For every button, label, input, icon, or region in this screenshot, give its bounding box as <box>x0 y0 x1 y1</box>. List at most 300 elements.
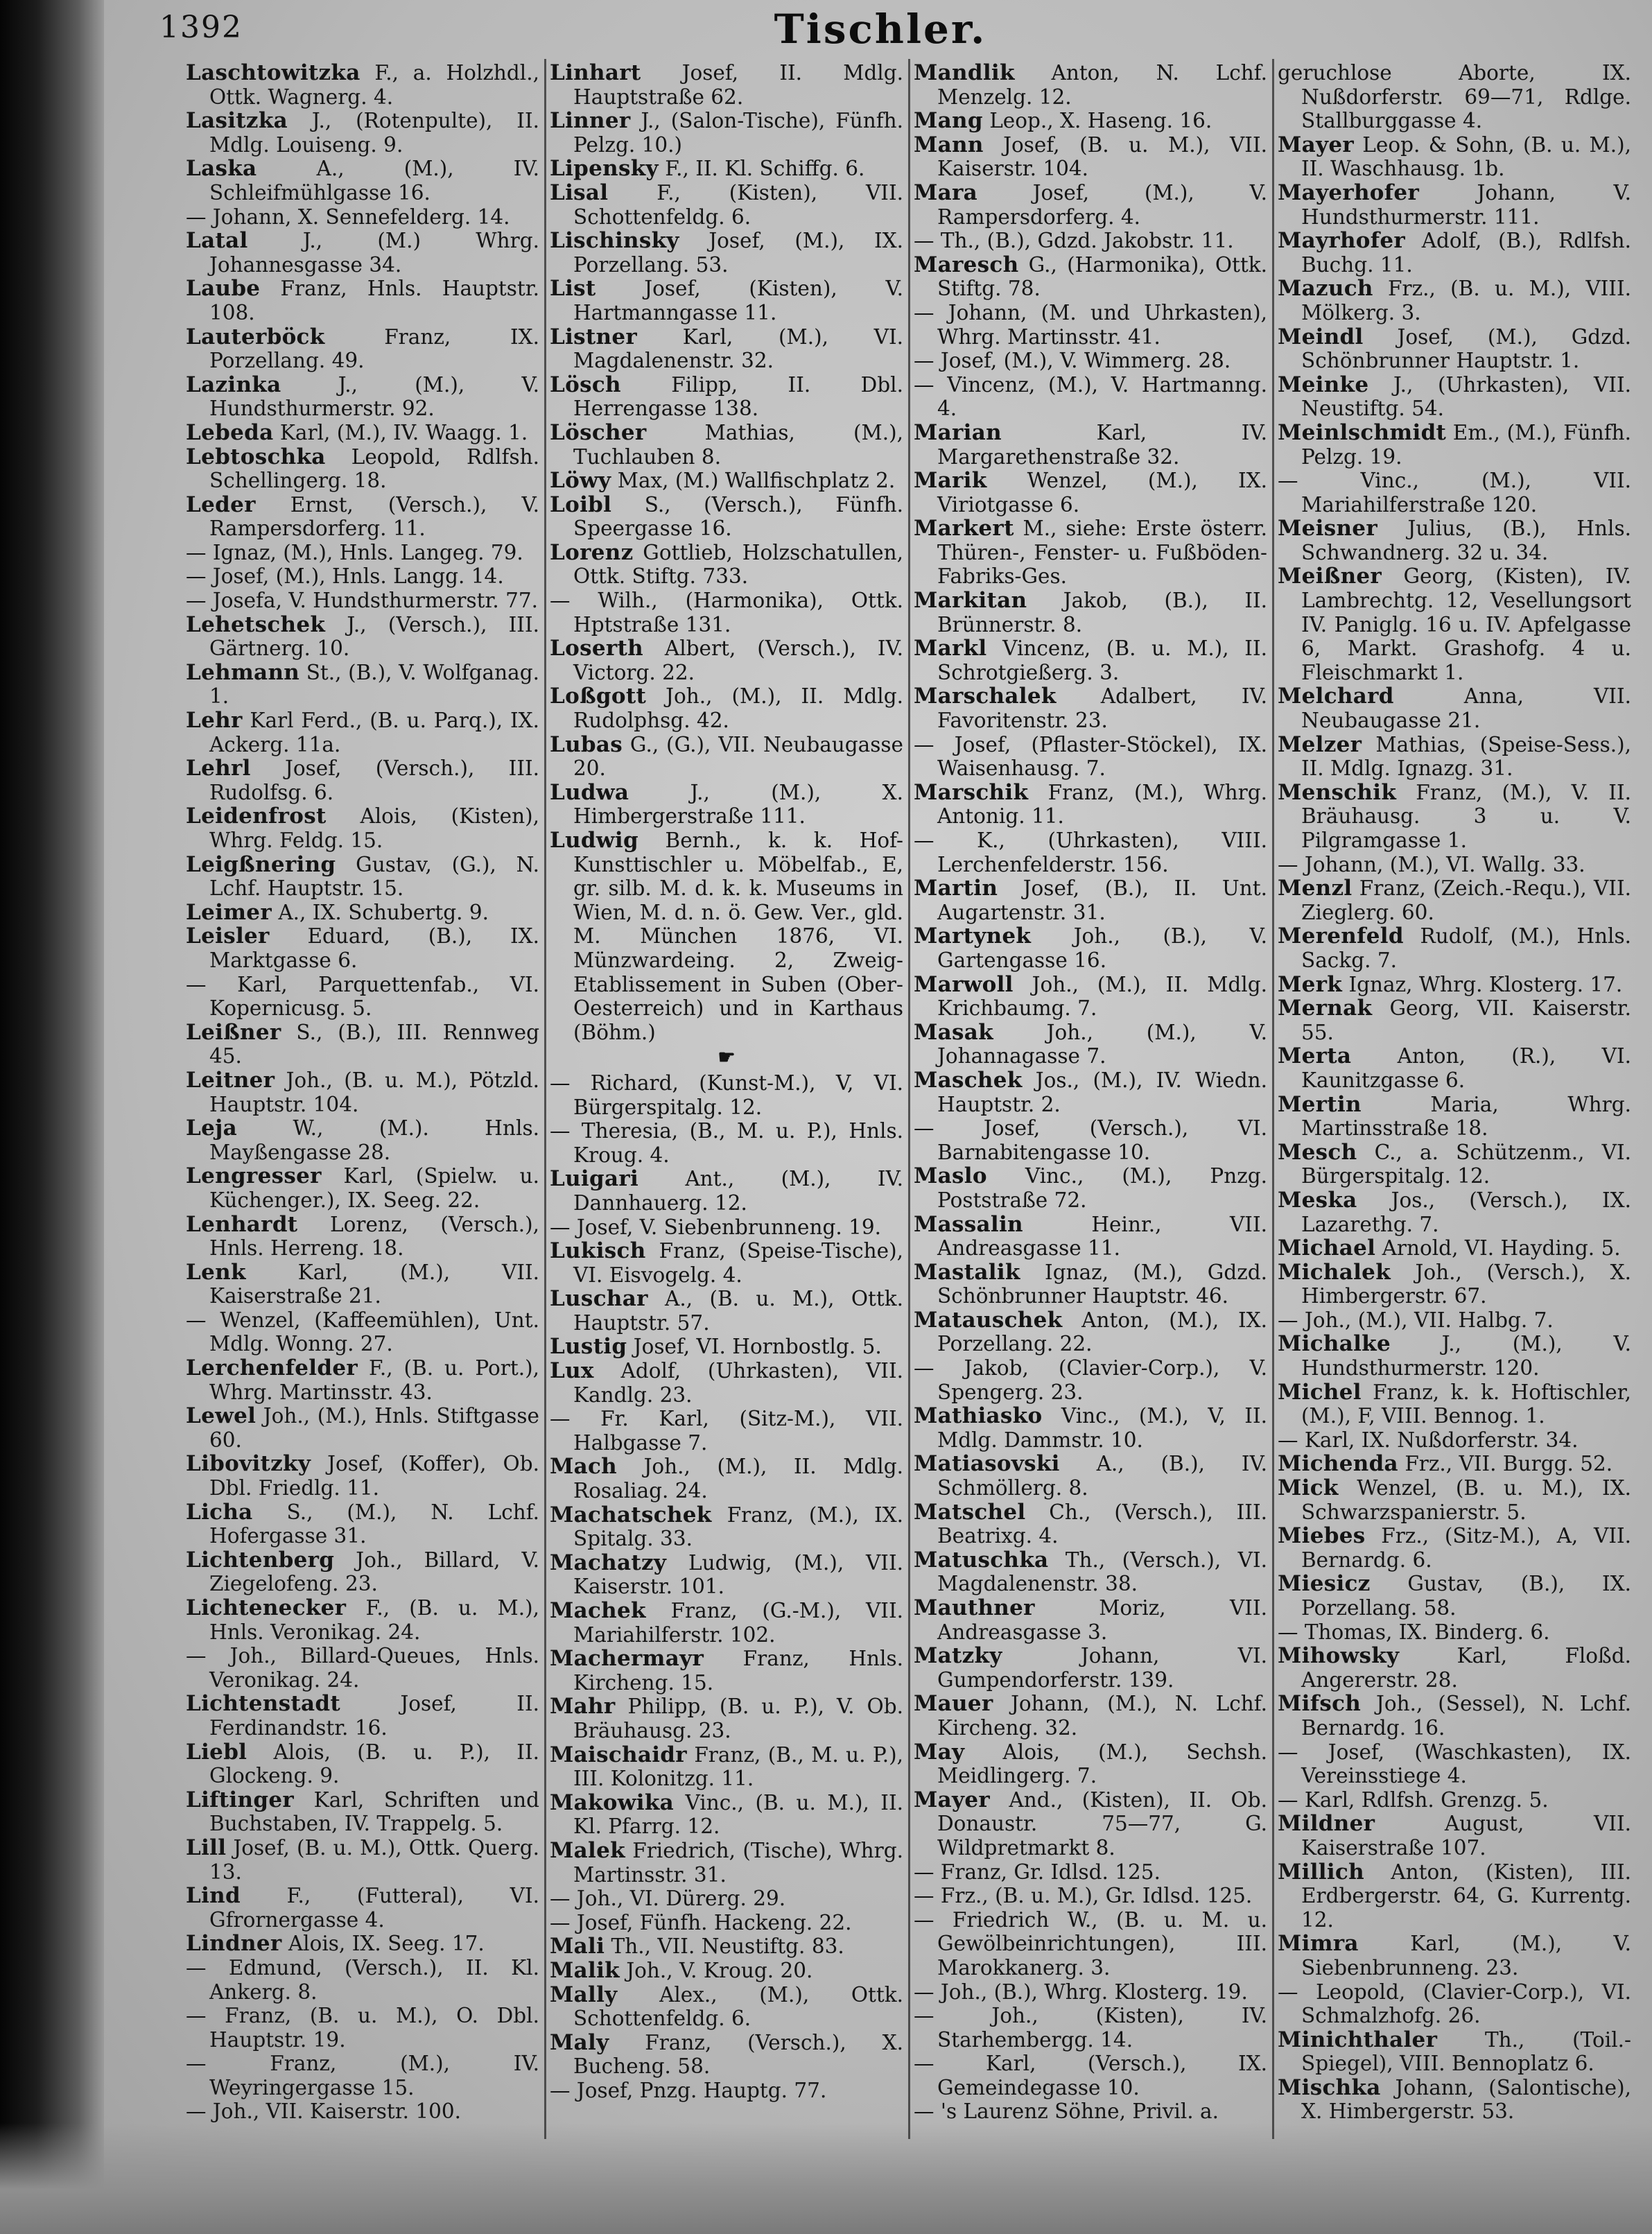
entry-surname: Machatschek <box>550 1502 712 1527</box>
entry-details: S., (M.), N. Lchf. Hofergasse 31. <box>209 1500 539 1548</box>
column-divider <box>1272 59 1274 2139</box>
directory-entry <box>1278 1812 1631 1860</box>
entry-details: August, VII. Kaiserstraße 107. <box>1301 1812 1631 1860</box>
entry-surname: Laube <box>186 276 261 302</box>
entry-details: Mathias, (Speise-Sess.), II. Mdlg. Ignazg. 31. <box>1301 732 1631 781</box>
entry-surname: Lebtoschka <box>186 444 326 469</box>
directory-entry <box>914 1452 1267 1500</box>
entry-details: — Frz., (B. u. M.), Gr. Idlsd. 125. <box>914 1884 1253 1908</box>
directory-entry <box>914 1404 1267 1452</box>
directory-entry <box>186 564 539 589</box>
directory-entry <box>1278 421 1631 469</box>
entry-details: Franz, Hnls. Kircheng. 15. <box>573 1647 903 1695</box>
entry-surname: Maslo <box>914 1163 987 1189</box>
entry-details: F., a. Holzhdl., Ottk. Wagnerg. 4. <box>209 61 539 109</box>
entry-surname: Marschik <box>914 779 1029 805</box>
entry-surname: Maresch <box>914 252 1019 277</box>
entry-surname: Lind <box>186 1883 241 1909</box>
entry-surname: Leisler <box>186 924 270 949</box>
directory-entry <box>914 1308 1267 1356</box>
entry-details: — Thomas, IX. Binderg. 6. <box>1278 1620 1550 1644</box>
entry-details: Gustav, (G.), N. Lchf. Hauptstr. 15. <box>209 852 539 901</box>
directory-entry <box>1278 181 1631 229</box>
entry-details: Ignaz, (M.), Gdzd. Schönbrunner Hauptstr. 46. <box>937 1260 1267 1308</box>
entry-details: — Johann, (M. und Uhrkasten), Whrg. Martinsstr. 41. <box>914 300 1267 349</box>
directory-entry <box>550 1959 903 1983</box>
entry-surname: Machek <box>550 1598 646 1623</box>
entry-details: — K., (Uhrkasten), VIII. Lerchenfelderstr. 156. <box>914 829 1267 876</box>
directory-entry <box>186 1356 539 1404</box>
directory-entry <box>914 2004 1267 2052</box>
directory-entry <box>186 709 539 756</box>
entry-details: — Karl, Rdlfsh. Grenzg. 5. <box>1278 1787 1549 1812</box>
entry-surname: Löscher <box>550 419 647 445</box>
entry-details: Eduard, (B.), IX. Marktgasse 6. <box>209 924 539 972</box>
directory-entry <box>186 2004 539 2052</box>
directory-entry <box>914 373 1267 421</box>
entry-details: G., (G.), VII. Neubaugasse 20. <box>573 732 903 781</box>
directory-entry <box>914 1980 1267 2004</box>
entry-surname: Merk <box>1278 971 1343 997</box>
directory-entry <box>186 325 539 373</box>
directory-entry <box>550 2079 903 2103</box>
entry-surname: Mahr <box>550 1694 616 1720</box>
column-divider <box>544 59 546 2139</box>
entry-details: A., (M.), IV. Schleifmühlgasse 16. <box>209 157 539 205</box>
entry-surname: Minichthaler <box>1278 2027 1438 2052</box>
directory-entry <box>914 1644 1267 1692</box>
entry-surname: Michalek <box>1278 1259 1391 1285</box>
directory-entry <box>914 229 1267 253</box>
entry-surname: Mimra <box>1278 1931 1359 1957</box>
entry-surname: Leimer <box>186 899 272 925</box>
entry-details: Johann, VI. Gumpendorferstr. 139. <box>937 1644 1267 1692</box>
directory-entry <box>1278 469 1631 517</box>
entry-surname: Mayer <box>914 1787 990 1812</box>
directory-entry <box>914 733 1267 781</box>
entry-details: J., (M.) Whrg. Johannesgasse 34. <box>209 229 539 277</box>
directory-entry <box>1278 1692 1631 1740</box>
directory-entry <box>914 181 1267 229</box>
entry-surname: Lenk <box>186 1259 246 1285</box>
entry-surname: Lerchenfelder <box>186 1356 358 1381</box>
entry-surname: Meinlschmidt <box>1278 419 1447 445</box>
entry-surname: Marian <box>914 419 1002 445</box>
entry-details: Franz, (Zeich.-Requ.), VII. Zieglerg. 60. <box>1301 876 1631 924</box>
entry-details: — Josef, (Waschkasten), IX. Vereinsstiege 4. <box>1278 1740 1631 1788</box>
directory-entry <box>550 1071 903 1119</box>
directory-entry <box>186 493 539 541</box>
entry-details: — Franz, Gr. Idlsd. 125. <box>914 1860 1160 1884</box>
directory-entry <box>550 541 903 589</box>
directory-entry <box>186 1644 539 1692</box>
entry-details: Franz, (M.), IX. Spitalg. 33. <box>573 1503 903 1551</box>
entry-surname: Mayrhofer <box>1278 228 1406 254</box>
entry-surname: Marik <box>914 468 987 494</box>
entry-details: Frz., (B. u. M.), VIII. Mölkerg. 3. <box>1301 277 1631 324</box>
entry-details: Ernst, (Versch.), V. Rampersdorferg. 11. <box>209 492 539 541</box>
entry-surname: Linhart <box>550 60 641 85</box>
entry-details: Josef, (M.), Gdzd. Schönbrunner Hauptstr. 1. <box>1301 324 1631 373</box>
directory-entry <box>914 1500 1267 1548</box>
entry-surname: Lorenz <box>550 539 634 565</box>
directory-entry <box>550 1839 903 1887</box>
entry-details: Anton, (R.), VI. Kaunitzgasse 6. <box>1301 1044 1631 1092</box>
entry-surname: Lisal <box>550 180 609 205</box>
entry-details: — Joh., VI. Dürerg. 29. <box>550 1887 786 1911</box>
entry-details: Anna, VII. Neubaugasse 21. <box>1301 684 1631 733</box>
entry-surname: Mastalik <box>914 1259 1020 1285</box>
directory-entry <box>1278 1380 1631 1428</box>
entry-surname: Leißner <box>186 1019 281 1045</box>
entry-details: — Joh., (M.), VII. Halbg. 7. <box>1278 1308 1554 1332</box>
directory-entry <box>1278 996 1631 1044</box>
entry-surname: Maly <box>550 2029 609 2055</box>
entry-surname: Lösch <box>550 372 621 397</box>
directory-entry <box>1278 924 1631 972</box>
entry-details: Karl, (M.), VII. Kaiserstraße 21. <box>209 1260 539 1308</box>
entry-surname: Leitner <box>186 1067 275 1093</box>
entry-surname: Matiasovski <box>914 1451 1060 1477</box>
directory-entry <box>550 1287 903 1335</box>
entry-surname: Mayer <box>1278 132 1354 157</box>
directory-entry <box>1278 1093 1631 1141</box>
entry-surname: Lill <box>186 1835 227 1860</box>
directory-entry <box>550 1455 903 1503</box>
entry-details: Leop., X. Haseng. 16. <box>982 109 1212 133</box>
directory-entry <box>1278 2028 1631 2076</box>
entry-details: — 's Laurenz Söhne, Privil. a. <box>914 2099 1219 2124</box>
entry-details: Karl, (Spielw. u. Küchenger.), IX. Seeg. 22. <box>209 1164 539 1212</box>
entry-surname: Liftinger <box>186 1787 294 1812</box>
entry-details: A., (B.), IV. Schmöllerg. 8. <box>937 1452 1267 1500</box>
entry-surname: Mildner <box>1278 1811 1375 1837</box>
entry-details: Josef, (M.), V. Rampersdorferg. 4. <box>937 180 1267 229</box>
directory-entry <box>550 277 903 324</box>
entry-surname: Mick <box>1278 1475 1339 1501</box>
entry-details: Franz, IX. Porzellang. 49. <box>209 324 539 373</box>
directory-entry <box>186 1548 539 1596</box>
directory-entry <box>914 924 1267 972</box>
entry-details: — Josef, V. Siebenbrunneng. 19. <box>550 1215 882 1239</box>
entry-surname: Lazinka <box>186 372 281 397</box>
entry-details: Vincenz, (B. u. M.), II. Schrotgießerg. 3. <box>937 637 1267 684</box>
entry-surname: Ludwa <box>550 779 629 805</box>
entry-details: Josef, VI. Hornbostlg. 5. <box>627 1335 882 1359</box>
entry-details: Alois, (Kisten), Whrg. Feldg. 15. <box>209 804 539 852</box>
entry-details: Th., VII. Neustiftg. 83. <box>605 1934 844 1959</box>
directory-entry <box>1278 781 1631 853</box>
directory-entry <box>186 1213 539 1261</box>
entry-details: Adalbert, IV. Favoritenstr. 23. <box>937 684 1267 733</box>
directory-entry <box>550 1503 903 1551</box>
entry-surname: Lukisch <box>550 1238 646 1264</box>
entry-details: Johann, (Salontische), X. Himbergerstr. 53. <box>1301 2075 1631 2124</box>
entry-surname: Lehetschek <box>186 612 326 637</box>
entry-details: F., (B. u. M.), Hnls. Veronikag. 24. <box>209 1596 539 1644</box>
entry-surname: Liebl <box>186 1739 247 1765</box>
entry-surname: Miebes <box>1278 1523 1366 1549</box>
entry-details: Th., (Versch.), VI. Magdalenenstr. 38. <box>937 1548 1267 1596</box>
entry-details: Josef, (Koffer), Ob. Dbl. Friedlg. 11. <box>209 1452 539 1500</box>
entry-details: Leopold, Rdlfsh. Schellingerg. 18. <box>209 444 539 493</box>
entry-surname: Laschtowitzka <box>186 60 360 85</box>
entry-details: Filipp, II. Dbl. Herrengasse 138. <box>573 372 903 421</box>
entry-details: Th., (Toil.-Spiegel), VIII. Bennoplatz 6. <box>1301 2027 1631 2076</box>
entry-details: Anton, (Kisten), III. Erdbergerstr. 64, G. Kurrentg. 12. <box>1301 1860 1631 1932</box>
directory-entry <box>186 1596 539 1644</box>
entry-details: Karl, (M.), V. Siebenbrunneng. 23. <box>1301 1932 1631 1980</box>
entry-details: Ant., (M.), IV. Dannhauerg. 12. <box>573 1167 903 1215</box>
entry-details: Karl Ferd., (B. u. Parq.), IX. Ackerg. 11a. <box>209 709 539 756</box>
directory-entry <box>1278 1452 1631 1476</box>
directory-entry <box>186 1021 539 1068</box>
entry-details: Friedrich, (Tische), Whrg. Martinsstr. 31. <box>573 1838 903 1887</box>
directory-entry <box>1278 325 1631 373</box>
entry-surname: Lischinsky <box>550 228 679 254</box>
entry-surname: Latal <box>186 228 248 254</box>
directory-entry <box>550 1934 903 1959</box>
directory-entry <box>914 1021 1267 1068</box>
entry-details: Moriz, VII. Andreasgasse 3. <box>937 1596 1267 1644</box>
directory-entry <box>186 1836 539 1884</box>
directory-entry <box>186 924 539 972</box>
entry-surname: Lux <box>550 1358 594 1384</box>
directory-entry <box>186 853 539 901</box>
entry-details: Alois, IX. Seeg. 17. <box>281 1932 485 1956</box>
entry-details: Mathias, (M.), Tuchlauben 8. <box>573 420 903 469</box>
directory-entry <box>186 109 539 157</box>
directory-entry <box>186 1956 539 2004</box>
directory-entry <box>186 373 539 421</box>
directory-entry <box>914 469 1267 517</box>
entry-details: S., (B.), III. Rennweg 45. <box>209 1020 539 1068</box>
entry-surname: Markert <box>914 516 1014 542</box>
entry-surname: Lehmann <box>186 659 300 685</box>
directory-entry <box>914 1884 1267 1908</box>
entry-surname: Mernak <box>1278 996 1373 1021</box>
entry-surname: Machatzy <box>550 1550 667 1575</box>
entry-surname: Listner <box>550 324 638 349</box>
directory-entry <box>1278 1572 1631 1620</box>
entry-surname: Meindl <box>1278 324 1364 349</box>
directory-entry <box>1278 229 1631 277</box>
entry-surname: Mang <box>914 108 983 134</box>
entry-surname: Lenhardt <box>186 1211 298 1237</box>
directory-entry <box>550 1887 903 1911</box>
directory-entry <box>186 589 539 613</box>
directory-entry <box>1278 1261 1631 1308</box>
entry-surname: Merenfeld <box>1278 924 1404 949</box>
entry-details: — Friedrich W., (B. u. M. u. Gewölbeinrichtungen), III. Marokkanerg. 3. <box>914 1907 1267 1980</box>
entry-details: Johann, V. Hundsthurmerstr. 111. <box>1301 180 1631 229</box>
directory-entry <box>1278 1788 1631 1812</box>
entry-surname: Mauthner <box>914 1595 1035 1620</box>
directory-entry <box>550 469 903 493</box>
entry-details: Karl, IV. Margarethenstraße 32. <box>937 420 1267 469</box>
entry-surname: Massalin <box>914 1211 1023 1237</box>
directory-entry <box>1278 733 1631 781</box>
entry-details: — Joh., VII. Kaiserstr. 100. <box>186 2099 462 2124</box>
entry-details: J., (M.), V. Hundsthurmerstr. 92. <box>209 372 539 421</box>
entry-surname: Loserth <box>550 636 643 661</box>
directory-entry <box>914 1068 1267 1116</box>
column-1 <box>186 61 539 2148</box>
entry-surname: Lubas <box>550 731 623 757</box>
entry-details: — Theresia, (B., M. u. P.), Hnls. Kroug. 4. <box>550 1119 903 1167</box>
entry-surname: Mifsch <box>1278 1691 1362 1717</box>
entry-surname: Lebeda <box>186 419 274 445</box>
directory-entry <box>1278 1141 1631 1188</box>
entry-details: A., (B. u. M.), Ottk. Hauptstr. 57. <box>573 1287 903 1335</box>
entry-surname: Mischka <box>1278 2075 1381 2100</box>
entry-surname: Melzer <box>1278 731 1362 757</box>
directory-entry <box>1278 1428 1631 1453</box>
entry-details: Karl, Schriften und Buchstaben, IV. Trappelg. 5. <box>209 1787 539 1836</box>
directory-entry <box>1278 1620 1631 1645</box>
directory-entry <box>1278 1188 1631 1236</box>
entry-details: M., siehe: Erste österr. Thüren-, Fenster- u. Fußböden-Fabriks-Ges. <box>937 517 1267 589</box>
entry-details: — Joh., (B.), Whrg. Klosterg. 19. <box>914 1980 1248 2004</box>
directory-entry <box>914 1596 1267 1644</box>
entry-details: Josef, (M.), IX. Porzellang. 53. <box>573 229 903 277</box>
entry-surname: Leidenfrost <box>186 804 327 829</box>
directory-entry <box>1278 61 1631 133</box>
entry-details: Joh., (M.), II. Mdlg. Rosaliag. 24. <box>573 1455 903 1503</box>
entry-surname: Martin <box>914 876 998 901</box>
entry-details: Joh., (M.), II. Mdlg. Krichbaumg. 7. <box>937 972 1267 1021</box>
entry-details: Jos., (M.), IV. Wiedn. Hauptstr. 2. <box>937 1068 1267 1116</box>
entry-surname: Mandlik <box>914 60 1015 85</box>
directory-entry <box>1278 277 1631 324</box>
directory-entry <box>550 684 903 732</box>
entry-surname: Mally <box>550 1982 618 2007</box>
entry-details: Vinc., (M.), V, II. Mdlg. Dammstr. 10. <box>937 1404 1267 1452</box>
directory-entry <box>1278 1860 1631 1932</box>
directory-entry <box>914 1356 1267 1404</box>
directory-entry <box>186 2052 539 2099</box>
directory-entry <box>550 1335 903 1359</box>
directory-entry <box>186 901 539 925</box>
entry-surname: Mesch <box>1278 1139 1357 1165</box>
entry-details: Karl, (M.), VI. Magdalenenstr. 32. <box>573 324 903 373</box>
entry-surname: Lengresser <box>186 1163 322 1189</box>
entry-surname: Menschik <box>1278 779 1397 805</box>
directory-entry <box>914 637 1267 684</box>
directory-entry <box>914 876 1267 924</box>
entry-details: — Wenzel, (Kaffeemühlen), Unt. Mdlg. Wonng. 27. <box>186 1308 539 1356</box>
column-2 <box>550 61 903 2148</box>
entry-surname: Mazuch <box>1278 276 1373 302</box>
entry-details: Josef, II. Ferdinandstr. 16. <box>209 1692 539 1740</box>
directory-entry <box>1278 2076 1631 2124</box>
entry-details: — Jakob, (Clavier-Corp.), V. Spengerg. 23. <box>914 1356 1267 1404</box>
directory-entry <box>1278 973 1631 997</box>
directory-entry <box>550 1911 903 1935</box>
entry-surname: Lauterböck <box>186 324 325 349</box>
directory-entry <box>550 1119 903 1167</box>
entry-details: And., (Kisten), II. Ob. Donaustr. 75—77, G. Wildpretmarkt 8. <box>937 1787 1267 1860</box>
entry-details: Josef, (B.), II. Unt. Augartenstr. 31. <box>937 876 1267 924</box>
entry-details: Frz., VII. Burgg. 52. <box>1398 1452 1613 1476</box>
directory-entry <box>186 756 539 804</box>
entry-details: Philipp, (B. u. P.), V. Ob. Bräuhausg. 23. <box>573 1695 903 1742</box>
entry-details: — Wilh., (Harmonika), Ottk. Hptstraße 131. <box>550 589 903 637</box>
directory-entry <box>1278 1932 1631 1980</box>
entry-details: Georg, VII. Kaiserstr. 55. <box>1301 996 1631 1044</box>
entry-details: J., (M.), X. Himbergerstraße 111. <box>573 780 903 829</box>
directory-entry <box>1278 517 1631 564</box>
directory-entry <box>1278 1980 1631 2028</box>
entry-details: Josef, (Kisten), V. Hartmanngasse 11. <box>573 277 903 324</box>
entry-details: Albert, (Versch.), IV. Victorg. 22. <box>573 637 903 684</box>
directory-entry <box>550 109 903 157</box>
entry-surname: Mann <box>914 132 984 157</box>
entry-surname: Malik <box>550 1957 620 1983</box>
entry-surname: Markl <box>914 636 987 661</box>
entry-details: Alex., (M.), Ottk. Schottenfeldg. 6. <box>573 1982 903 2031</box>
entry-details: — Th., (B.), Gdzd. Jakobstr. 11. <box>914 229 1234 253</box>
entry-details: Joh., (Versch.), X. Himbergerstr. 67. <box>1301 1260 1631 1308</box>
directory-entry <box>186 1404 539 1452</box>
entry-surname: Mara <box>914 180 978 205</box>
directory-entry <box>914 1213 1267 1261</box>
directory-entry <box>1278 853 1631 877</box>
entry-details: — Josef, (M.), Hnls. Langg. 14. <box>186 564 504 589</box>
entry-surname: Marschalek <box>914 684 1057 709</box>
directory-entry <box>914 1164 1267 1212</box>
entry-surname: Mertin <box>1278 1091 1362 1117</box>
directory-entry <box>550 229 903 277</box>
entry-details: Joh., V. Kroug. 20. <box>619 1958 813 1982</box>
entry-details: G., (Harmonika), Ottk. Stiftg. 78. <box>937 252 1267 301</box>
entry-surname: Mach <box>550 1454 618 1480</box>
entry-details: Johann, (M.), N. Lchf. Kircheng. 32. <box>937 1692 1267 1740</box>
directory-entry <box>914 1740 1267 1788</box>
entry-surname: Meißner <box>1278 564 1382 589</box>
entry-details: — Ignaz, (M.), Hnls. Langeg. 79. <box>186 540 523 564</box>
directory-entry <box>914 109 1267 133</box>
entry-surname: Michenda <box>1278 1451 1398 1477</box>
entry-surname: Meinke <box>1278 372 1369 397</box>
directory-entry <box>186 1692 539 1740</box>
entry-details: Karl, Floßd. Angererstr. 28. <box>1301 1644 1631 1692</box>
column-4 <box>1278 61 1631 2148</box>
entry-details: Wenzel, (B. u. M.), IX. Schwarzspanierstr. 5. <box>1301 1476 1631 1524</box>
entry-surname: Lindner <box>186 1931 282 1957</box>
entry-surname: Licha <box>186 1499 253 1525</box>
directory-entry <box>186 1164 539 1212</box>
directory-entry <box>550 1791 903 1839</box>
entry-details: Adolf, (Uhrkasten), VII. Kandlg. 23. <box>573 1359 903 1407</box>
entry-surname: Michel <box>1278 1379 1362 1405</box>
directory-entry <box>550 1695 903 1742</box>
directory-entry <box>186 1261 539 1308</box>
directory-entry <box>1278 1332 1631 1380</box>
directory-entry <box>914 421 1267 469</box>
directory-entry <box>914 253 1267 301</box>
entry-surname: Lehr <box>186 708 243 734</box>
entry-surname: Melchard <box>1278 684 1394 709</box>
directory-entry <box>550 1359 903 1407</box>
entry-surname: Matauschek <box>914 1307 1063 1333</box>
entry-details: Adolf, (B.), Rdlfsh. Buchg. 11. <box>1301 229 1631 277</box>
directory-entry <box>914 517 1267 589</box>
entry-surname: Meska <box>1278 1187 1357 1213</box>
entry-surname: Makowika <box>550 1790 674 1815</box>
directory-entry <box>1278 1740 1631 1788</box>
directory-entry <box>550 325 903 373</box>
